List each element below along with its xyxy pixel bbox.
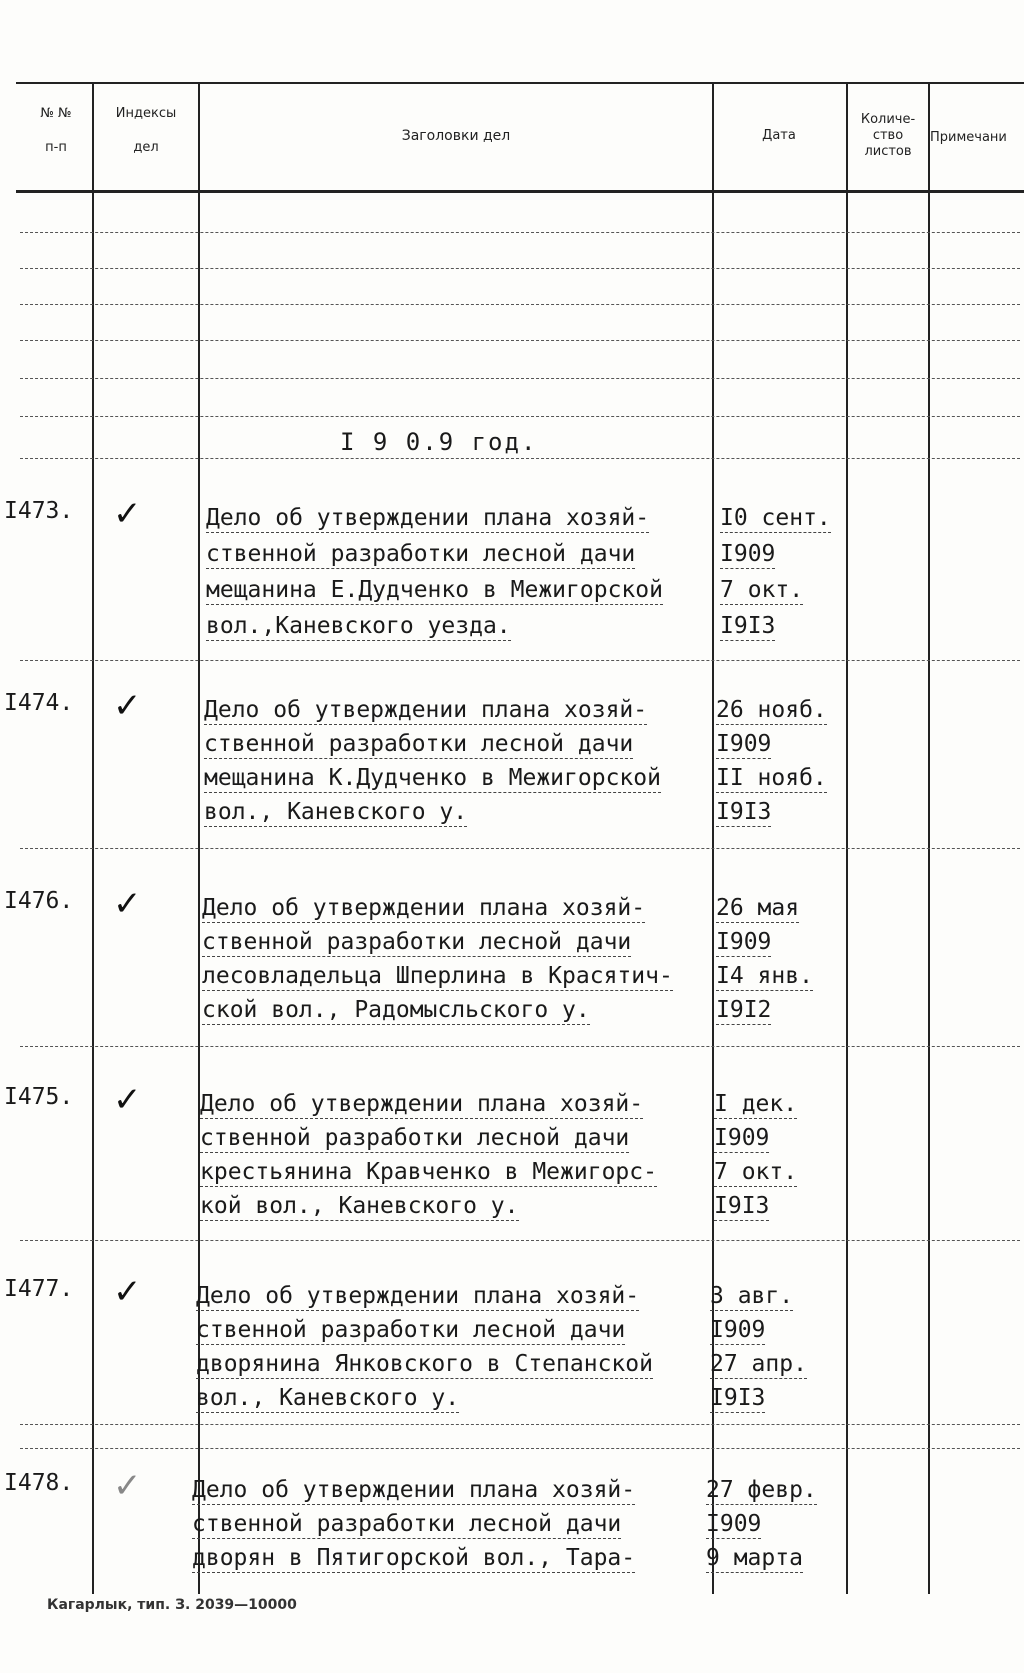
header-index-sub: дел [133,140,159,155]
entry-number: I476. [4,888,74,914]
entry-number: I474. [4,690,74,716]
entry-title-line: ственной разработки лесной дачи [204,731,634,757]
entry-date: I909 [710,1317,766,1343]
entry-date: 26 нояб. [716,697,827,723]
entry-title-line: Дело об утверждении плана хозяй- [204,697,648,723]
entry-date: I дек. [714,1091,798,1117]
entry-title-line: вол., Каневского у. [204,799,468,825]
entry-date: I909 [716,731,772,757]
checkmark-icon: ✓ [113,1080,142,1120]
checkmark-icon: ✓ [113,1466,142,1506]
entry-number: I477. [4,1276,74,1302]
entry-title-line: дворян в Пятигорской вол., Тара- [192,1545,636,1571]
entry-date: 27 апр. [710,1351,807,1377]
entry-date: I9I2 [716,997,772,1023]
entry-date: I0 сент. [720,505,831,531]
checkmark-icon: ✓ [113,1272,142,1312]
entry-date: 9 марта [706,1545,803,1571]
entry-title-line: Дело об утверждении плана хозяй- [192,1477,636,1503]
entry-title-line: дворянина Янковского в Степанской [196,1351,653,1377]
checkmark-icon: ✓ [113,884,142,924]
entry-date: 7 окт. [720,577,804,603]
entry-title-line: мещанина Е.Дудченко в Межигорской [206,577,663,603]
entry-title-line: вол.,Каневского уезда. [206,613,511,639]
header-number-label: № № [40,106,72,121]
entry-date: 7 окт. [714,1159,798,1185]
header-number-sub: п-п [45,140,67,155]
entry-date: I4 янв. [716,963,813,989]
entry-date: II нояб. [716,765,827,791]
entry-title-line: крестьянина Кравченко в Межигорс- [200,1159,657,1185]
entry-number: I475. [4,1084,74,1110]
checkmark-icon: ✓ [113,686,142,726]
entry-title-line: Дело об утверждении плана хозяй- [206,505,650,531]
header-date-label: Дата [762,128,796,143]
entry-number: I473. [4,498,74,524]
entry-date: 27 февр. [706,1477,817,1503]
header-notes-label: Примечани [930,130,1007,145]
entry-date: I909 [720,541,776,567]
entry-date: I9I3 [720,613,776,639]
entry-date: I9I3 [710,1385,766,1411]
entry-title-line: ской вол., Радомысльского у. [202,997,590,1023]
entry-date: I9I3 [716,799,772,825]
entry-title-line: лесовладельца Шперлина в Красятич- [202,963,673,989]
year-heading: I 9 0.9 год. [340,428,538,456]
entry-date: I909 [716,929,772,955]
entry-title-line: мещанина К.Дудченко в Межигорской [204,765,661,791]
header-sheets-label: Количе- [860,112,916,127]
entry-date: 3 авг. [710,1283,794,1309]
entry-date: I909 [706,1511,762,1537]
entry-title-line: ственной разработки лесной дачи [202,929,632,955]
checkmark-icon: ✓ [113,494,142,534]
printer-imprint: Кагарлык, тип. З. 2039—10000 [47,1597,297,1613]
entry-title-line: ственной разработки лесной дачи [200,1125,630,1151]
entry-title-line: ственной разработки лесной дачи [196,1317,626,1343]
header-title-label: Заголовки дел [401,128,511,144]
entry-title-line: Дело об утверждении плана хозяй- [200,1091,644,1117]
entry-title-line: ственной разработки лесной дачи [192,1511,622,1537]
entry-title-line: Дело об утверждении плана хозяй- [196,1283,640,1309]
entry-title-line: кой вол., Каневского у. [200,1193,519,1219]
entry-date: I9I3 [714,1193,770,1219]
entry-title-line: вол., Каневского у. [196,1385,460,1411]
header-sheets-mid: ство [872,128,904,143]
entry-title-line: ственной разработки лесной дачи [206,541,636,567]
entry-number: I478. [4,1470,74,1496]
header-index-label: Индексы [115,106,177,121]
entry-date: 26 мая [716,895,800,921]
header-sheets-sub: листов [864,144,912,159]
entry-date: I909 [714,1125,770,1151]
entry-title-line: Дело об утверждении плана хозяй- [202,895,646,921]
